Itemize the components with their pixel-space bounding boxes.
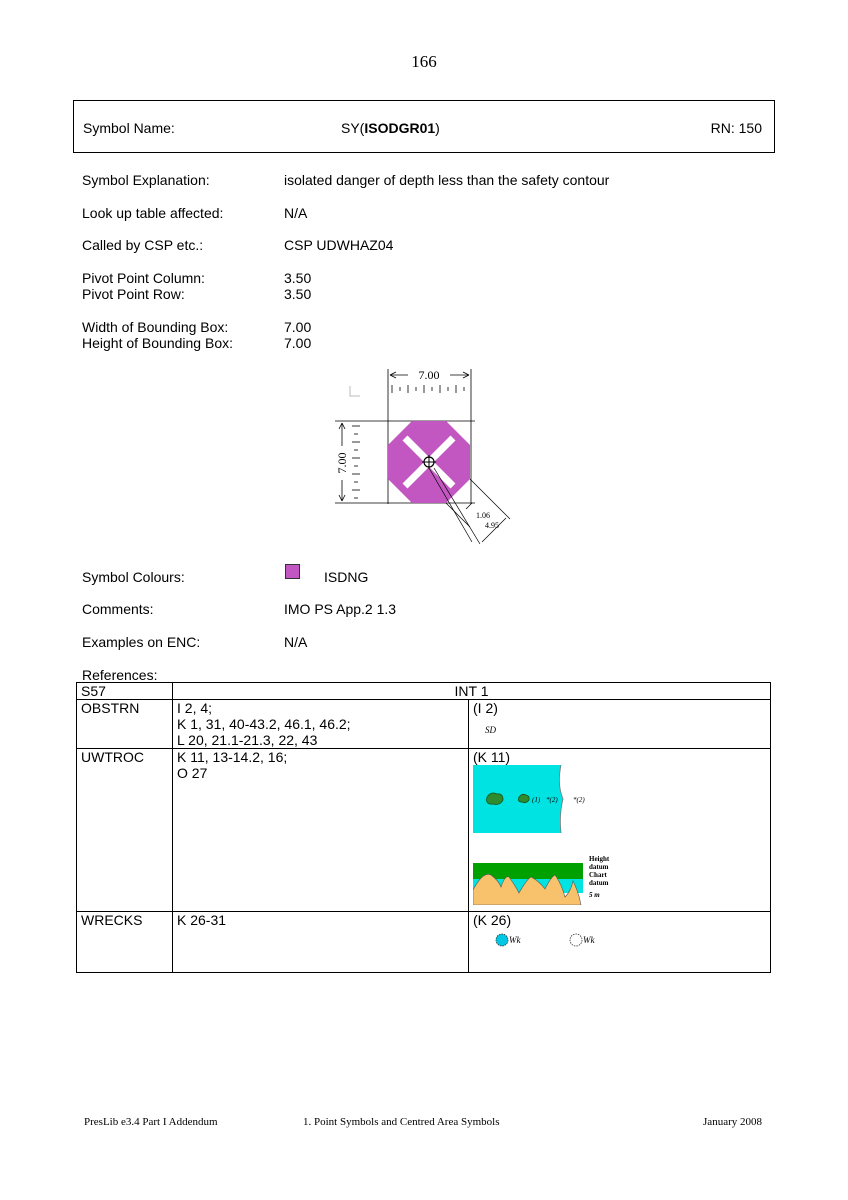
pivot-row-label: Pivot Point Row:: [82, 286, 185, 302]
bbox-height-label: Height of Bounding Box:: [82, 335, 233, 351]
colour-swatch: [285, 564, 300, 579]
footer-left: PresLib e3.4 Part I Addendum: [84, 1116, 218, 1128]
pivot-row-value: 3.50: [284, 286, 312, 302]
bbox-width-label: Width of Bounding Box:: [82, 319, 229, 335]
rn-value: RN: 150: [710, 120, 762, 136]
top-ruler: [392, 385, 464, 393]
row-s57: OBSTRN: [77, 700, 173, 749]
table-header-row: [77, 683, 771, 700]
row-int1: (I 2) SD: [469, 700, 771, 749]
svg-text:Wk: Wk: [509, 935, 521, 945]
lookup-label: Look up table affected:: [82, 205, 224, 221]
table-row: [77, 700, 771, 749]
svg-text:(1): (1): [532, 796, 541, 804]
table-row: [77, 912, 771, 973]
header-s57: S57: [77, 683, 173, 700]
pivot-col-value: 3.50: [284, 270, 312, 286]
svg-text:Wk: Wk: [583, 935, 595, 945]
dim-width-label: 7.00: [418, 368, 440, 382]
examples-label: Examples on ENC:: [82, 634, 201, 650]
footer-right: January 2008: [703, 1116, 762, 1128]
svg-text:5 m: 5 m: [589, 891, 600, 899]
page-number: 166: [411, 52, 437, 71]
explanation-value: isolated danger of depth less than the safety contour: [284, 172, 610, 188]
row-codes: K 26-31: [173, 912, 469, 973]
csp-value: CSP UDWHAZ04: [284, 237, 394, 253]
comments-label: Comments:: [82, 601, 154, 617]
pivot-col-label: Pivot Point Column:: [82, 270, 205, 286]
references-table: [76, 682, 771, 973]
dim-diag-small-label: 1.06: [476, 511, 490, 520]
row-int1: (K 26) Wk Wk: [469, 912, 771, 973]
example-sd-text: SD: [485, 725, 496, 735]
svg-text:Chart: Chart: [589, 871, 607, 879]
svg-text:datum: datum: [589, 879, 609, 887]
rocks-example-figure: [473, 765, 623, 905]
bbox-height-value: 7.00: [284, 335, 312, 351]
row-int1: (K 11) (1) *(2) *(2) Height datum Chart datum 5 m: [469, 749, 771, 912]
svg-text:*(2): *(2): [573, 796, 585, 804]
symbol-code: ISODGR01: [364, 120, 436, 136]
symbol-name-value: SY(ISODGR01): [341, 120, 440, 136]
row-codes: I 2, 4; K 1, 31, 40-43.2, 46.1, 46.2; L 20, 21.1-21.3, 22, 43: [173, 700, 469, 749]
row-s57: WRECKS: [77, 912, 173, 973]
examples-value: N/A: [284, 634, 308, 650]
footer-center: 1. Point Symbols and Centred Area Symbols: [303, 1116, 500, 1128]
explanation-label: Symbol Explanation:: [82, 172, 210, 188]
lookup-value: N/A: [284, 205, 308, 221]
colours-label: Symbol Colours:: [82, 569, 185, 585]
wrecks-example-figure: [473, 928, 613, 950]
symbol-header-box: [73, 100, 775, 153]
row-codes: K 11, 13-14.2, 16; O 27: [173, 749, 469, 912]
symbol-diagram: [330, 364, 520, 554]
bbox-width-value: 7.00: [284, 319, 312, 335]
csp-label: Called by CSP etc.:: [82, 237, 204, 253]
svg-text:datum: datum: [589, 863, 609, 871]
symbol-name-label: Symbol Name:: [83, 120, 175, 136]
table-row: [77, 749, 771, 912]
left-ruler: [352, 426, 360, 498]
dim-height-label: 7.00: [335, 452, 349, 474]
svg-text:*(2): *(2): [546, 796, 558, 804]
header-int1: INT 1: [173, 683, 771, 700]
dim-diag-large-label: 4.95: [485, 521, 499, 530]
comments-value: IMO PS App.2 1.3: [284, 601, 397, 617]
references-label: References:: [82, 667, 158, 683]
row-s57: UWTROC: [77, 749, 173, 912]
svg-text:Height: Height: [589, 855, 610, 863]
colour-name: ISDNG: [324, 569, 369, 585]
